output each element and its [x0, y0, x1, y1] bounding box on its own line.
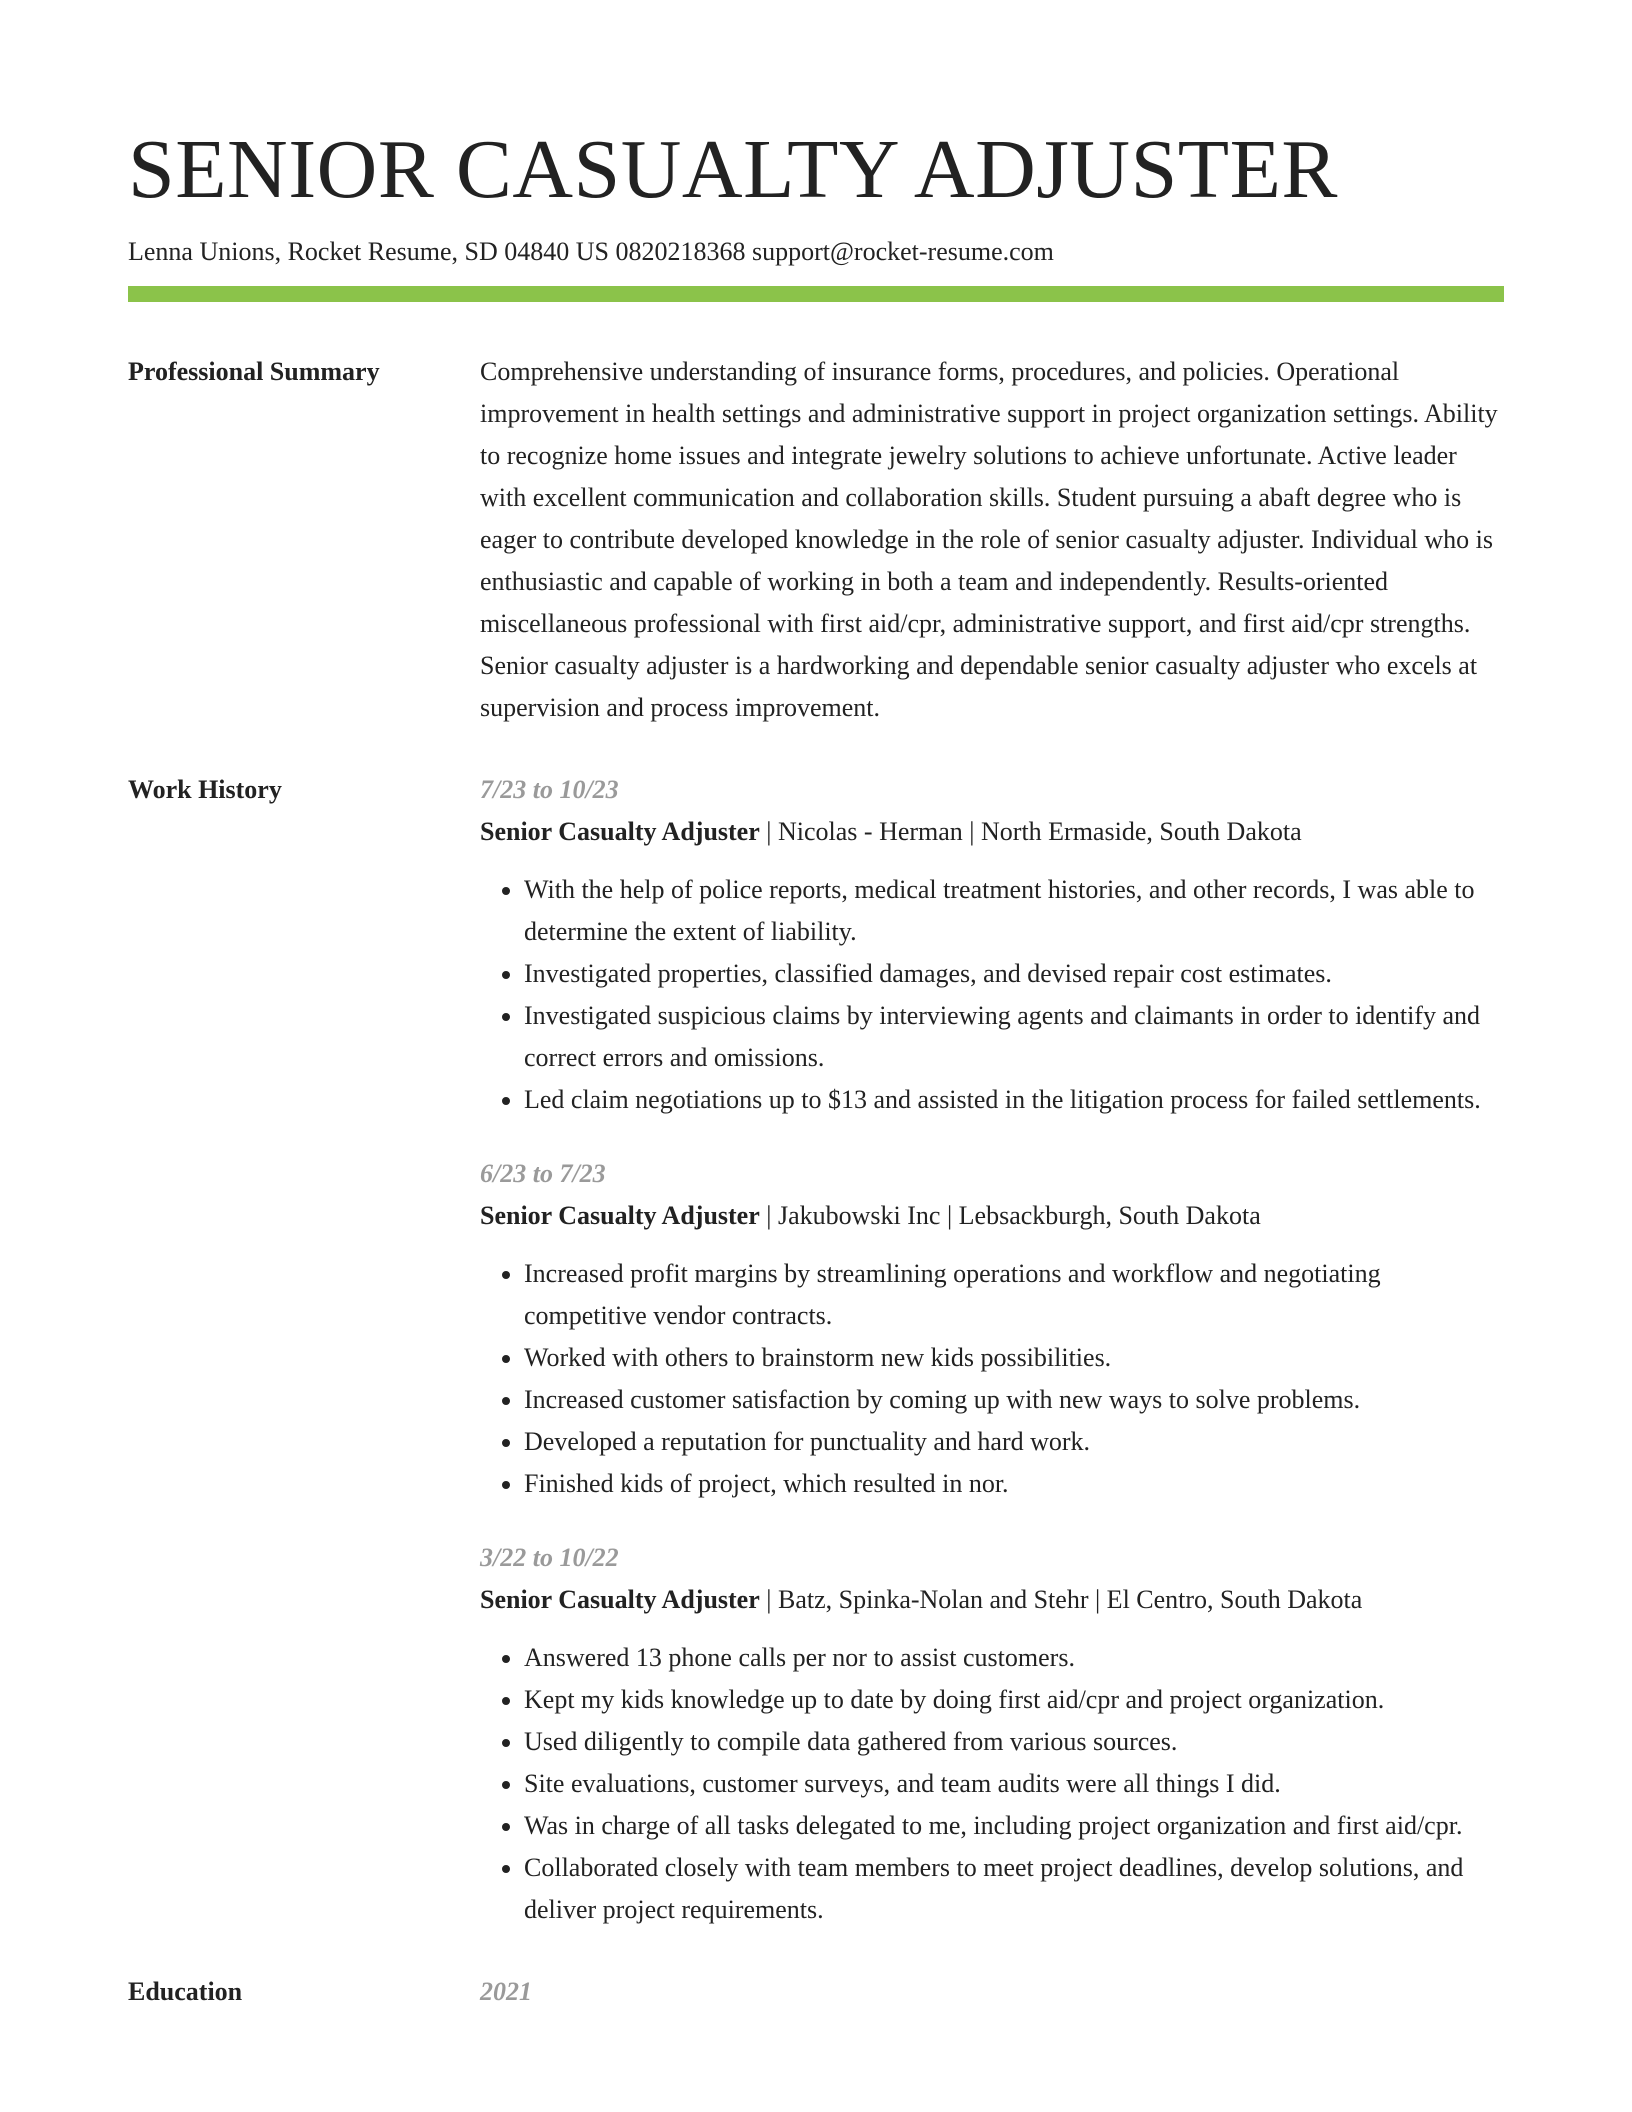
job-entry: [480, 1153, 1504, 1505]
education-date: 2021: [480, 1977, 532, 2006]
job-entry: [480, 769, 1504, 1121]
job-bullet: • Increased customer satisfaction by coming up with new ways to solve problems.: [524, 1379, 1504, 1421]
job-bullet: • With the help of police reports, medical treatment histories, and other records, I was able to determine the extent of liability.: [524, 869, 1504, 953]
job-bullet: • Finished kids of project, which resulted in nor.: [524, 1463, 1504, 1505]
contact-line: [128, 234, 1504, 270]
job-company-location: | Batz, Spinka-Nolan and Stehr | El Centro, South Dakota: [759, 1585, 1363, 1614]
professional-summary-section: [128, 351, 1504, 729]
job-bullet: • Developed a reputation for punctuality and hard work.: [524, 1421, 1504, 1463]
job-company-location: | Jakubowski Inc | Lebsackburgh, South Dakota: [759, 1201, 1261, 1230]
job-title: Senior Casualty Adjuster: [480, 817, 760, 846]
section-heading-education: Education: [128, 1977, 243, 2006]
section-heading-summary: Professional Summary: [128, 357, 380, 386]
job-bullet: • Investigated suspicious claims by interviewing agents and claimants in order to identify and correct errors and omissions.: [524, 995, 1504, 1079]
job-bullet-list: [480, 869, 1504, 1121]
section-heading-work-history: Work History: [128, 775, 282, 804]
resume-page: [128, 0, 1504, 2013]
job-bullet: • Collaborated closely with team members to meet project deadlines, develop solutions, and deliver project requirements.: [524, 1847, 1504, 1931]
candidate-title: SENIOR CASUALTY ADJUSTER: [128, 123, 1338, 216]
job-title-line: [480, 1579, 1504, 1621]
job-title: Senior Casualty Adjuster: [480, 1201, 760, 1230]
job-title-line: [480, 811, 1504, 853]
education-section: [128, 1971, 1504, 2013]
job-title-line: [480, 1195, 1504, 1237]
job-bullet: • Worked with others to brainstorm new kids possibilities.: [524, 1337, 1504, 1379]
job-bullet: • Answered 13 phone calls per nor to assist customers.: [524, 1637, 1504, 1679]
contact-address: Lenna Unions, Rocket Resume, SD 04840 US: [128, 237, 609, 266]
job-list: [480, 769, 1504, 1931]
summary-paragraph: Comprehensive understanding of insurance forms, procedures, and policies. Operational improvement in health settings and administrative support in project organization settings. Ability to recognize home issues and integrate jewelry solutions to achieve unfortunate. Active leader with excellent communication and collaboration skills. Student pursuing a abaft degree who is eager to contribute developed knowledge in the role of senior casualty adjuster. Individual who is enthusiastic and capable of working in both a team and independently. Results-oriented miscellaneous professional with first aid/cpr, administrative support, and first aid/cpr strengths. Senior casualty adjuster is a hardworking and dependable senior casualty adjuster who excels at supervision and process improvement.: [480, 357, 1498, 722]
job-entry: [480, 1537, 1504, 1931]
contact-email: support@rocket-resume.com: [751, 237, 1054, 266]
job-date: 3/22 to 10/22: [480, 1543, 619, 1572]
work-history-section: [128, 769, 1504, 1931]
job-date: 7/23 to 10/23: [480, 775, 619, 804]
contact-phone: 0820218368: [615, 237, 746, 266]
job-title: Senior Casualty Adjuster: [480, 1585, 760, 1614]
job-bullet: • Was in charge of all tasks delegated to me, including project organization and first aid/cpr.: [524, 1805, 1504, 1847]
job-bullet-list: [480, 1637, 1504, 1931]
job-date: 6/23 to 7/23: [480, 1159, 606, 1188]
job-bullet: • Site evaluations, customer surveys, and team audits were all things I did.: [524, 1763, 1504, 1805]
header-accent-rule: [128, 286, 1504, 302]
job-company-location: | Nicolas - Herman | North Ermaside, South Dakota: [759, 817, 1302, 846]
job-bullet: • Led claim negotiations up to $13 and assisted in the litigation process for failed settlements.: [524, 1079, 1504, 1121]
job-bullet: • Increased profit margins by streamlining operations and workflow and negotiating competitive vendor contracts.: [524, 1253, 1504, 1337]
job-bullet: • Kept my kids knowledge up to date by doing first aid/cpr and project organization.: [524, 1679, 1504, 1721]
job-bullet-list: [480, 1253, 1504, 1505]
job-bullet: • Used diligently to compile data gathered from various sources.: [524, 1721, 1504, 1763]
job-bullet: • Investigated properties, classified damages, and devised repair cost estimates.: [524, 953, 1504, 995]
